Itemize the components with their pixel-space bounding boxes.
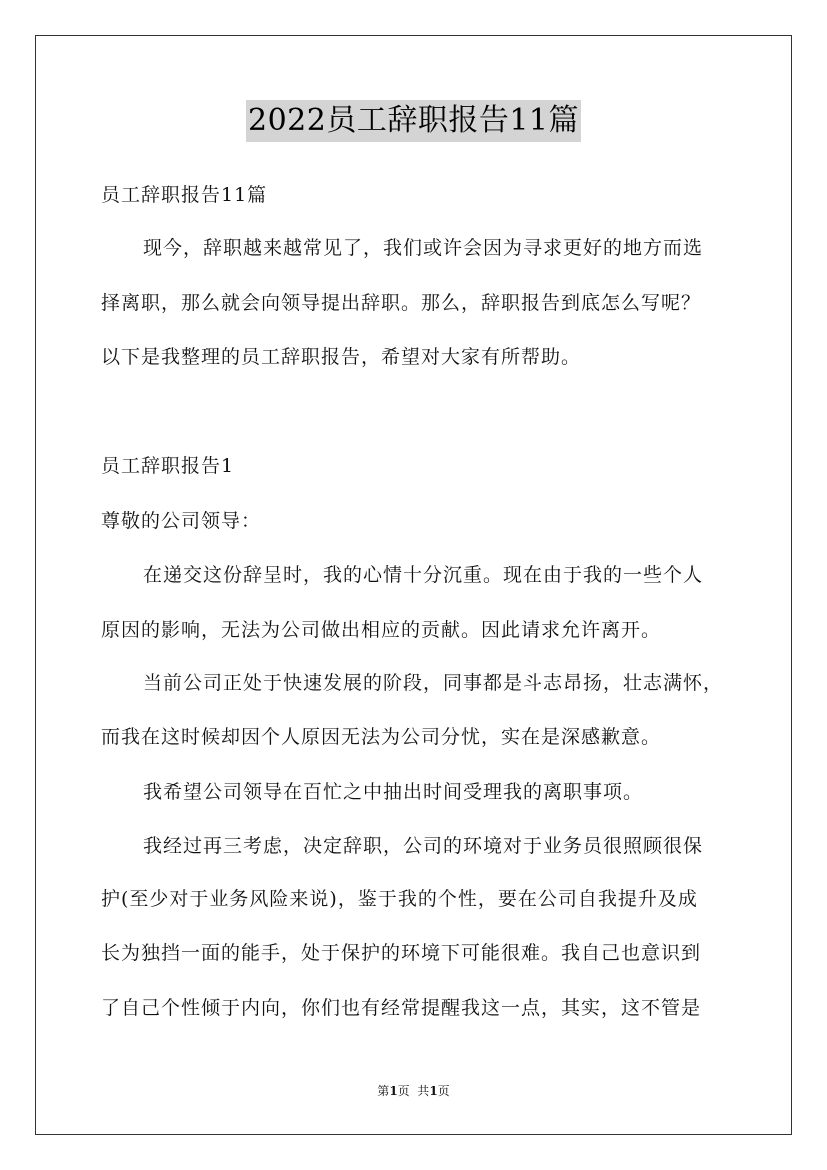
footer-page-mid: 页 共 xyxy=(397,1084,430,1098)
footer-page-total: 1 xyxy=(429,1084,438,1098)
body-line-1: 在递交这份辞呈时，我的心情十分沉重。现在由于我的一些个人 xyxy=(143,564,704,586)
footer-page-prefix: 第 xyxy=(377,1084,390,1098)
body-line-8: 长为独挡一面的能手，处于保护的环境下可能很难。我自己也意识到 xyxy=(101,942,702,964)
footer-page-current: 1 xyxy=(389,1084,398,1098)
body-line-4: 而我在这时候却因个人原因无法为公司分忧，实在是深感歉意。 xyxy=(101,726,662,748)
footer-page-suffix: 页 xyxy=(437,1084,450,1098)
intro-line-1: 现今，辞职越来越常见了，我们或许会因为寻求更好的地方而选 xyxy=(143,237,704,259)
body-line-5: 我希望公司领导在百忙之中抽出时间受理我的离职事项。 xyxy=(143,781,644,803)
document-title: 2022员工辞职报告11篇 xyxy=(246,100,581,142)
body-line-6: 我经过再三考虑，决定辞职，公司的环境对于业务员很照顾很保 xyxy=(143,835,704,857)
section-heading: 员工辞职报告1 xyxy=(101,455,235,477)
body-line-9: 了自己个性倾于内向，你们也有经常提醒我这一点，其实，这不管是 xyxy=(101,997,702,1019)
body-line-2: 原因的影响，无法为公司做出相应的贡献。因此请求允许离开。 xyxy=(101,619,662,641)
intro-line-3: 以下是我整理的员工辞职报告，希望对大家有所帮助。 xyxy=(101,346,582,368)
title-container xyxy=(0,100,827,142)
salutation: 尊敬的公司领导： xyxy=(101,510,262,532)
body-line-3: 当前公司正处于快速发展的阶段，同事都是斗志昂扬，壮志满怀， xyxy=(143,672,724,694)
page-footer xyxy=(0,1083,827,1099)
document-subtitle: 员工辞职报告11篇 xyxy=(101,184,268,206)
body-line-7: 护(至少对于业务风险来说)，鉴于我的个性，要在公司自我提升及成 xyxy=(101,888,698,910)
intro-line-2: 择离职，那么就会向领导提出辞职。那么，辞职报告到底怎么写呢？ xyxy=(101,292,702,314)
